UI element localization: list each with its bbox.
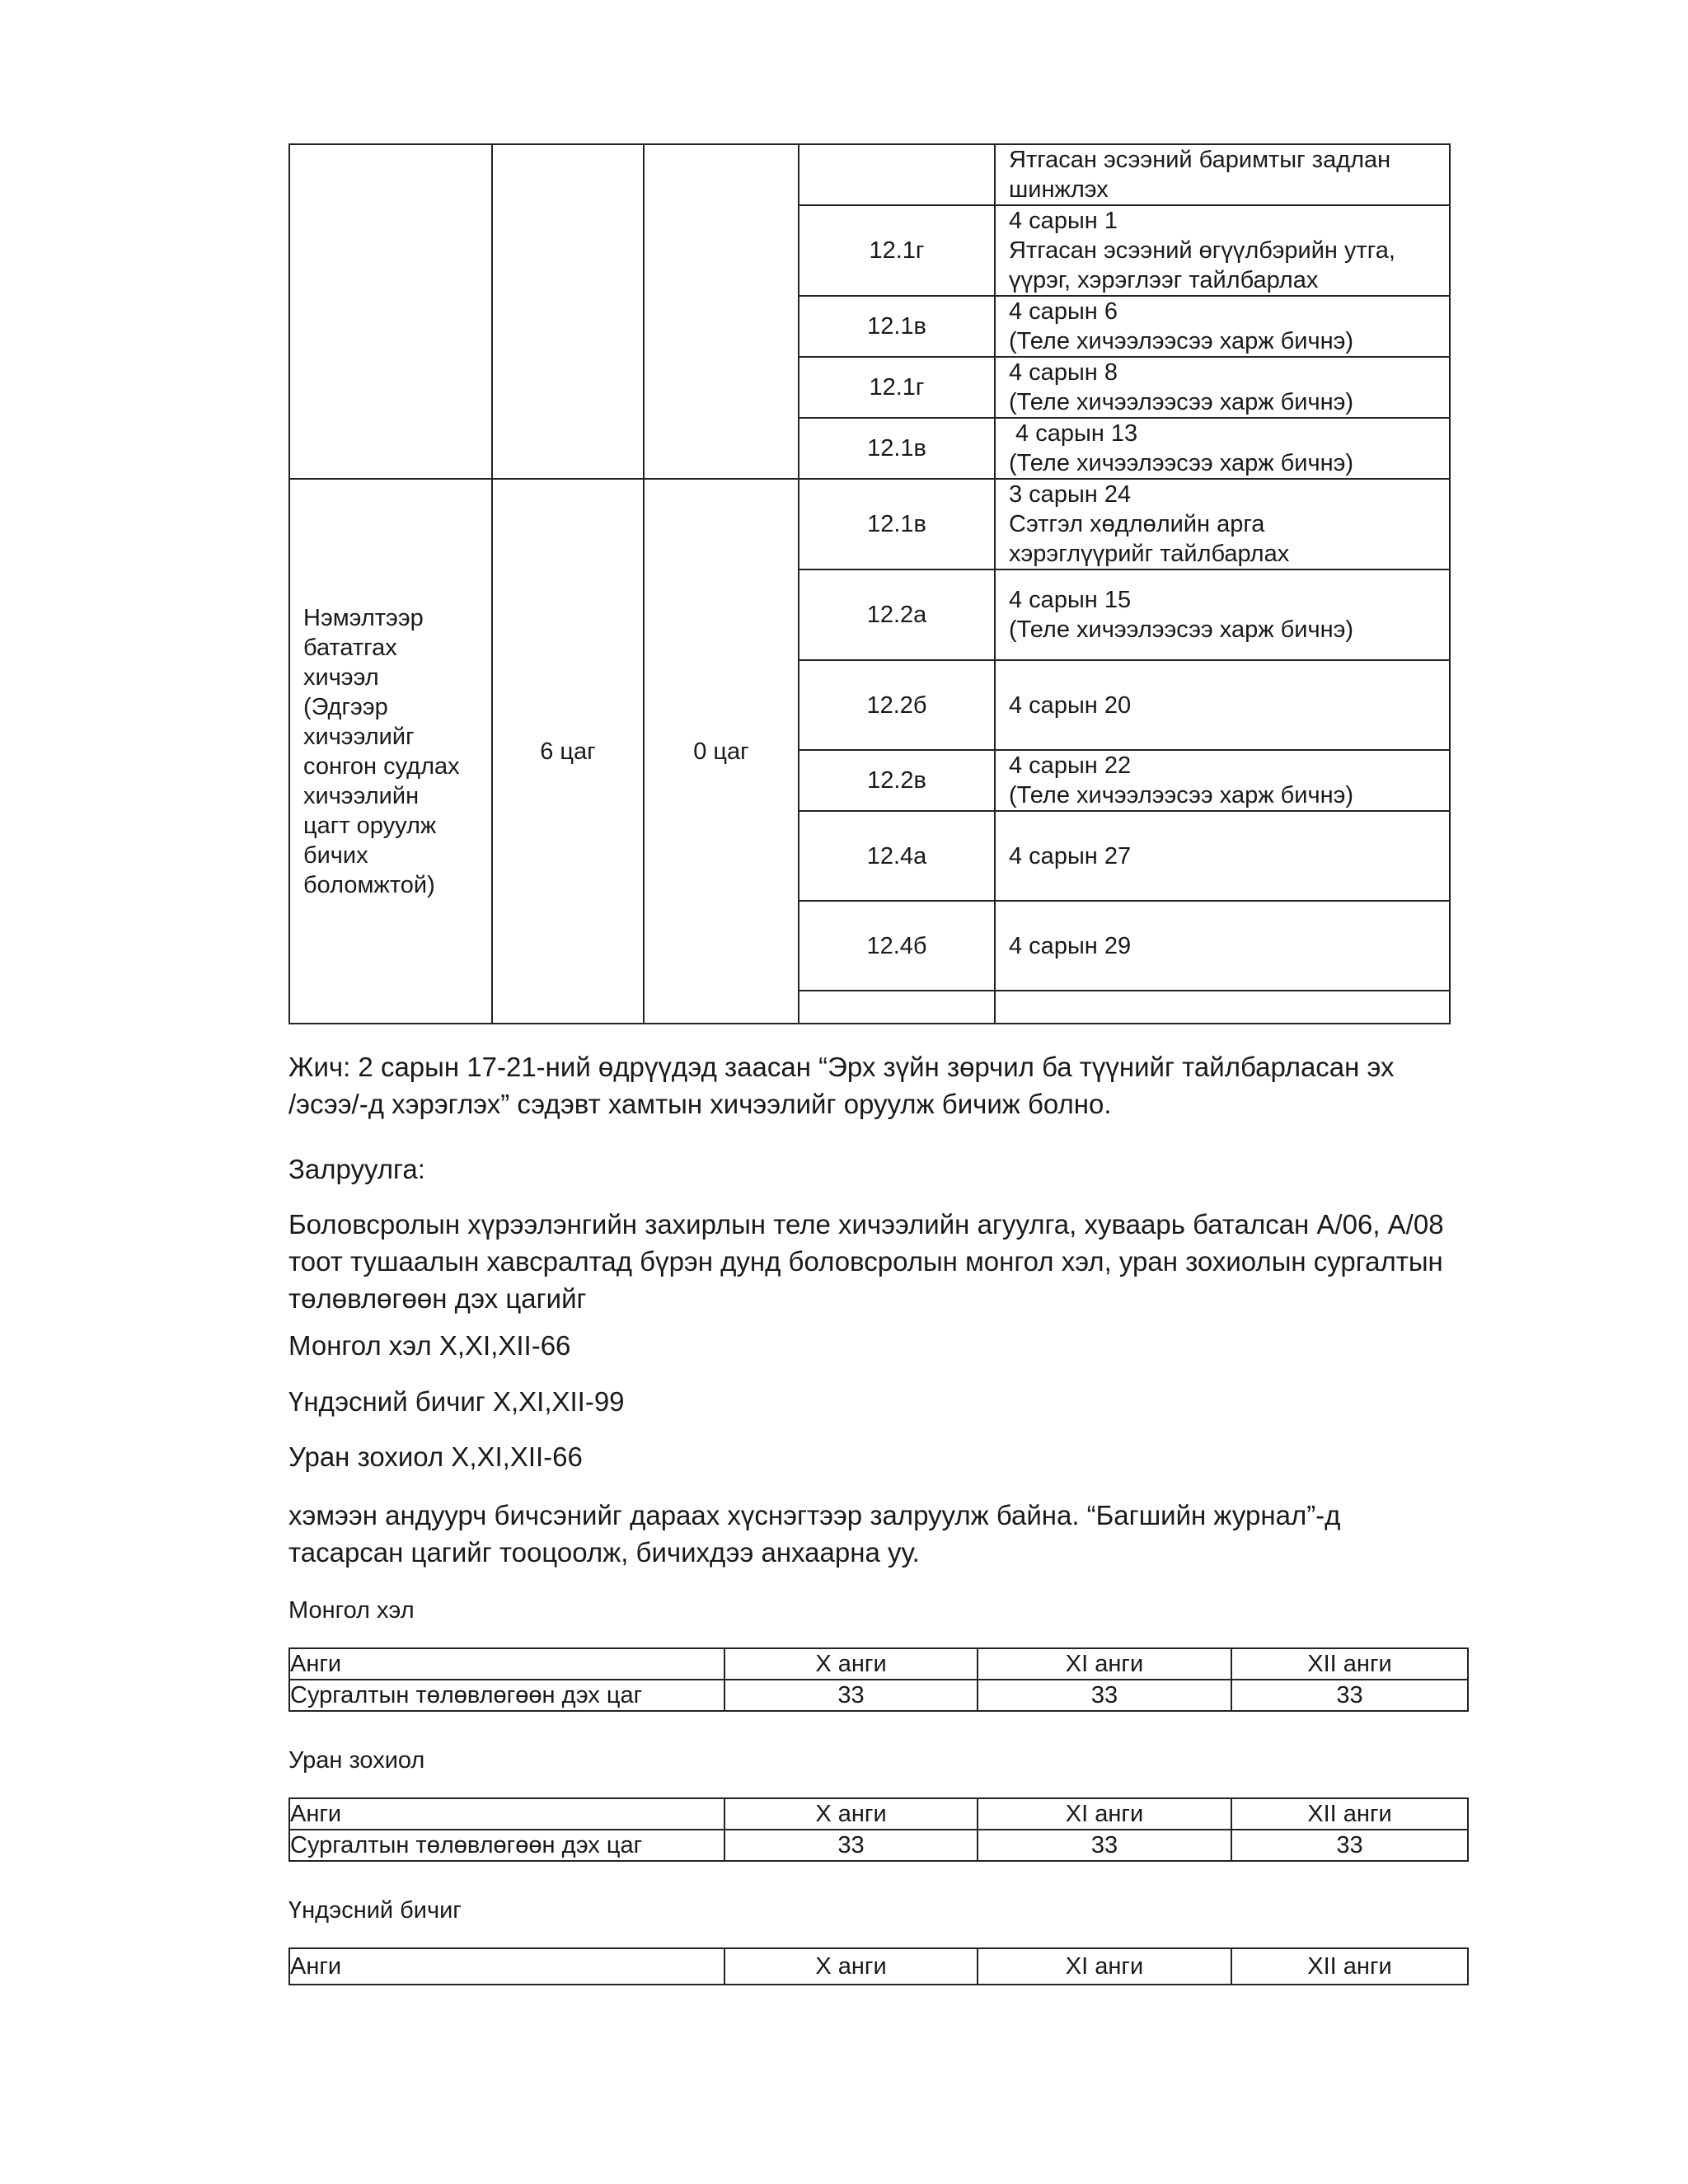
lesson-code: 12.1в (799, 418, 995, 479)
lesson-desc: 4 сарын 20 (995, 660, 1450, 750)
lesson-code: 12.1г (799, 357, 995, 418)
table-title: Уран зохиол (288, 1747, 425, 1774)
table-cell: X анги (724, 1648, 978, 1680)
table-row (289, 144, 1450, 205)
table-row (289, 1798, 1468, 1830)
schedule-table (288, 143, 1451, 1024)
table-row (289, 479, 1450, 569)
lesson-code: 12.2а (799, 569, 995, 660)
lesson-desc: 4 сарын 27 (995, 811, 1450, 901)
hours-table-script (288, 1947, 1469, 1985)
lesson-desc: 4 сарын 15 (Теле хичээлээсээ харж бичнэ) (995, 569, 1450, 660)
subject-line-2: Үндэсний бичиг X,XI,XII-99 (288, 1386, 625, 1417)
table-cell: XII анги (1231, 1798, 1468, 1830)
empty-cell (644, 144, 799, 479)
hours-b: 0 цаг (644, 479, 799, 1024)
lesson-desc: 4 сарын 1 Ятгасан эсээний өгүүлбэрийн утга, үүрэг, хэрэглээг тайлбарлах (995, 205, 1450, 296)
hours-table-literature (288, 1797, 1469, 1862)
lesson-code: 12.1г (799, 205, 995, 296)
subject-line-1: Монгол хэл X,XI,XII-66 (288, 1330, 571, 1361)
correction-heading: Залруулга: (288, 1154, 425, 1184)
table-row (289, 1648, 1468, 1680)
lesson-code (799, 991, 995, 1024)
lesson-desc: 4 сарын 13 (Теле хичээлээсээ харж бичнэ) (995, 418, 1450, 479)
lesson-desc: 4 сарын 22 (Теле хичээлээсээ харж бичнэ) (995, 750, 1450, 811)
table-cell: 33 (1231, 1830, 1468, 1861)
table-cell: 33 (1231, 1680, 1468, 1711)
table-cell: 33 (978, 1680, 1231, 1711)
table-cell: XI анги (978, 1948, 1231, 1985)
table-cell: 33 (724, 1680, 978, 1711)
table-row (289, 1948, 1468, 1985)
table-cell: Анги (289, 1648, 724, 1680)
lesson-desc: 4 сарын 6 (Теле хичээлээсээ харж бичнэ) (995, 296, 1450, 357)
table-cell: X анги (724, 1948, 978, 1985)
empty-cell (492, 144, 644, 479)
lesson-code: 12.4б (799, 901, 995, 991)
table-title: Монгол хэл (288, 1597, 415, 1624)
lesson-code (799, 144, 995, 205)
lesson-desc: 3 сарын 24 Сэтгэл хөдлөлийн арга хэрэглүүрийг тайлбарлах (995, 479, 1450, 569)
table-cell: Сургалтын төлөвлөгөөн дэх цаг (289, 1680, 724, 1711)
correction-outro: хэмээн андуурч бичсэнийг дараах хүснэгтээр залруулж байна. “Багшийн журнал”-д тасарсан цагийг тооцоолж, бичихдээ анхаарна уу. (288, 1500, 1341, 1568)
hours-table-mongol (288, 1647, 1469, 1712)
correction-intro: Боловсролын хүрээлэнгийн захирлын теле хичээлийн агуулга, хуваарь баталсан А/06, А/08 тоот тушаалын хавсралтад бүрэн дунд боловсролын монгол хэл, уран зохиолын сургалтын төлөвлөгөөн дэх цагийг (288, 1209, 1444, 1314)
table-cell: XI анги (978, 1648, 1231, 1680)
table-cell: Анги (289, 1798, 724, 1830)
lesson-code: 12.2в (799, 750, 995, 811)
group-label: Нэмэлтээр бататгах хичээл (Эдгээр хичээлийг сонгон судлах хичээлийн цагт оруулж бичих боломжтой) (289, 479, 492, 1024)
table-cell: XI анги (978, 1798, 1231, 1830)
table-title: Үндэсний бичиг (288, 1897, 462, 1924)
lesson-code: 12.1в (799, 296, 995, 357)
hours-a: 6 цаг (492, 479, 644, 1024)
lesson-code: 12.2б (799, 660, 995, 750)
note-paragraph: Жич: 2 сарын 17-21-ний өдрүүдэд заасан “Эрх зүйн зөрчил ба түүнийг тайлбарласан эх /эсээ/-д хэрэглэх” сэдэвт хамтын хичээлийг оруулж бичиж болно. (288, 1052, 1395, 1119)
subject-line-3: Уран зохиол X,XI,XII-66 (288, 1441, 583, 1472)
table-row (289, 1680, 1468, 1711)
table-cell: XII анги (1231, 1948, 1468, 1985)
table-cell: 33 (978, 1830, 1231, 1861)
table-row (289, 1830, 1468, 1861)
lesson-desc: 4 сарын 8 (Теле хичээлээсээ харж бичнэ) (995, 357, 1450, 418)
table-cell: XII анги (1231, 1648, 1468, 1680)
table-cell: Сургалтын төлөвлөгөөн дэх цаг (289, 1830, 724, 1861)
lesson-desc: 4 сарын 29 (995, 901, 1450, 991)
lesson-desc: Ятгасан эсээний баримтыг задлан шинжлэх (995, 144, 1450, 205)
empty-cell (289, 144, 492, 479)
table-cell: Анги (289, 1948, 724, 1985)
table-cell: X анги (724, 1798, 978, 1830)
lesson-code: 12.1в (799, 479, 995, 569)
table-cell: 33 (724, 1830, 978, 1861)
lesson-code: 12.4а (799, 811, 995, 901)
lesson-desc (995, 991, 1450, 1024)
